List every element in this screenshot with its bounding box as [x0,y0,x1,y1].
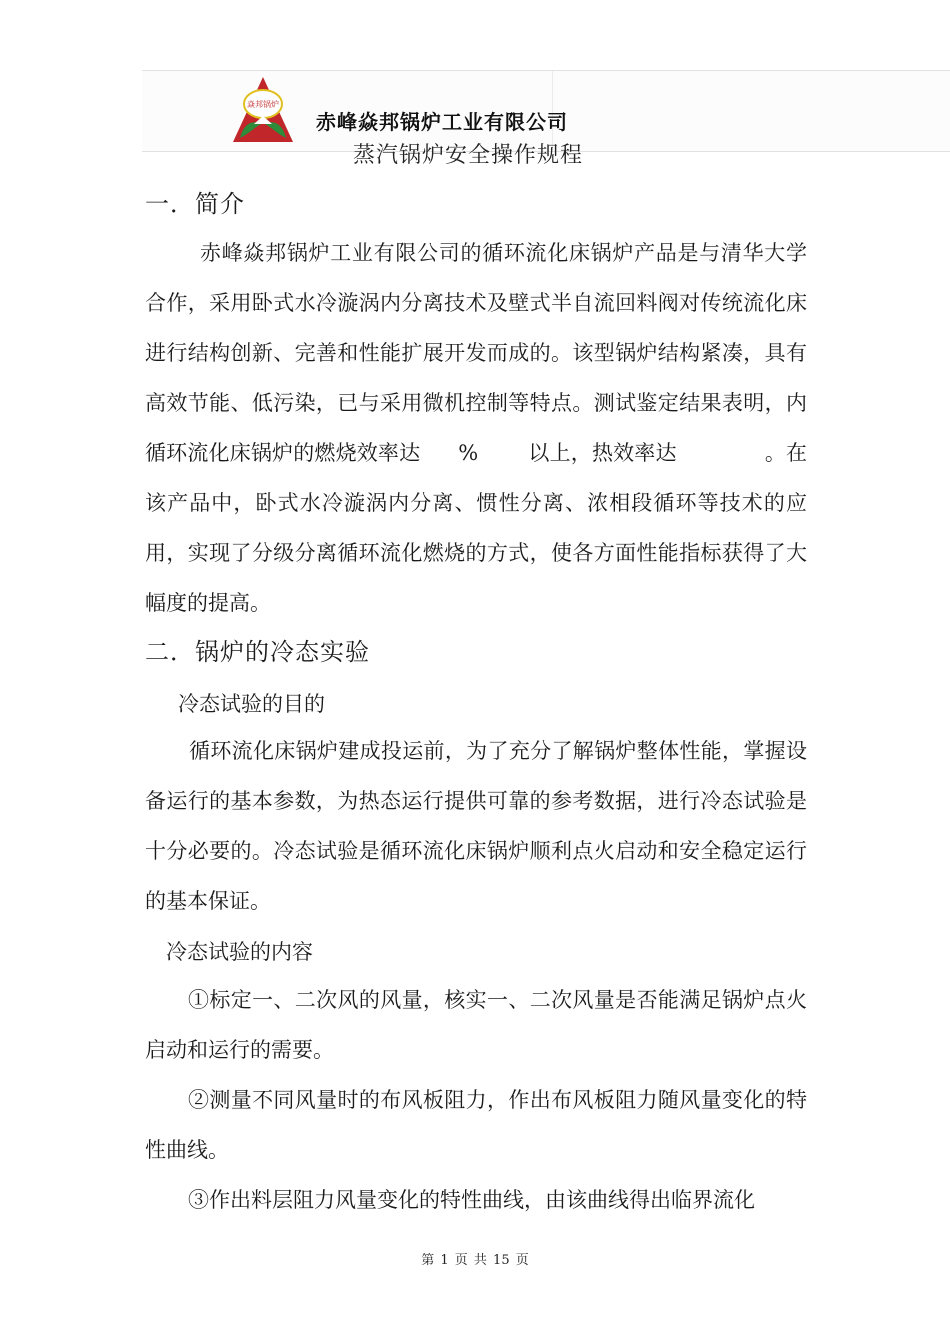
page-footer: 第 1 页 共 15 页 [421,1253,529,1268]
document-title: 蒸汽锅炉安全操作规程 [353,143,584,168]
section1-heading: 一．简介 [145,190,245,218]
logo-text: 焱邦锅炉 [247,100,279,109]
percent-sign: % [458,441,479,465]
subheading-purpose: 冷态试验的目的 [178,692,325,716]
company-name: 赤峰焱邦锅炉工业有限公司 [316,110,568,134]
section2-heading: 二．锅炉的冷态实验 [145,638,370,666]
intro-text-1: 赤峰焱邦锅炉工业有限公司的循环流化床锅炉产品是与清华大学合作，采用卧式水冷漩涡内分离技术及壁式半自流回料阀对传统流化床进行结构创新、完善和性能扩展开发而成的。该型锅炉结构紧凑，具有高效节能、低污染，已与采用微机控制等特点。测试鉴定结果表明，内循环流化床锅炉的燃烧效率达 [145,241,807,465]
content-list [145,975,807,1225]
list-item: ①标定一、二次风的风量，核实一、二次风量是否能满足锅炉点火启动和运行的需要。 [145,988,807,1062]
purpose-text: 循环流化床锅炉建成投运前，为了充分了解锅炉整体性能，掌握设备运行的基本参数，为热态运行提供可靠的参考数据，进行冷态试验是十分必要的。冷态试验是循环流化床锅炉顺利点火启动和安全稳定运行的基本保证。 [145,739,807,913]
intro-text-3: 。在该产品中，卧式水冷漩涡内分离、惯性分离、浓相段循环等技术的应用，实现了分级分离循环流化燃烧的方式，使各方面性能指标获得了大幅度的提高。 [145,441,808,615]
company-logo [232,76,294,144]
list-item: ②测量不同风量时的布风板阻力，作出布风板阻力随风量变化的特性曲线。 [145,1088,807,1162]
intro-text-2: 以上，热效率达 [528,441,677,465]
purpose-paragraph [145,726,807,926]
subheading-content: 冷态试验的内容 [166,940,313,964]
list-item: ③作出料层阻力风量变化的特性曲线，由该曲线得出临界流化 [188,1188,755,1212]
section1-paragraph [145,228,807,628]
